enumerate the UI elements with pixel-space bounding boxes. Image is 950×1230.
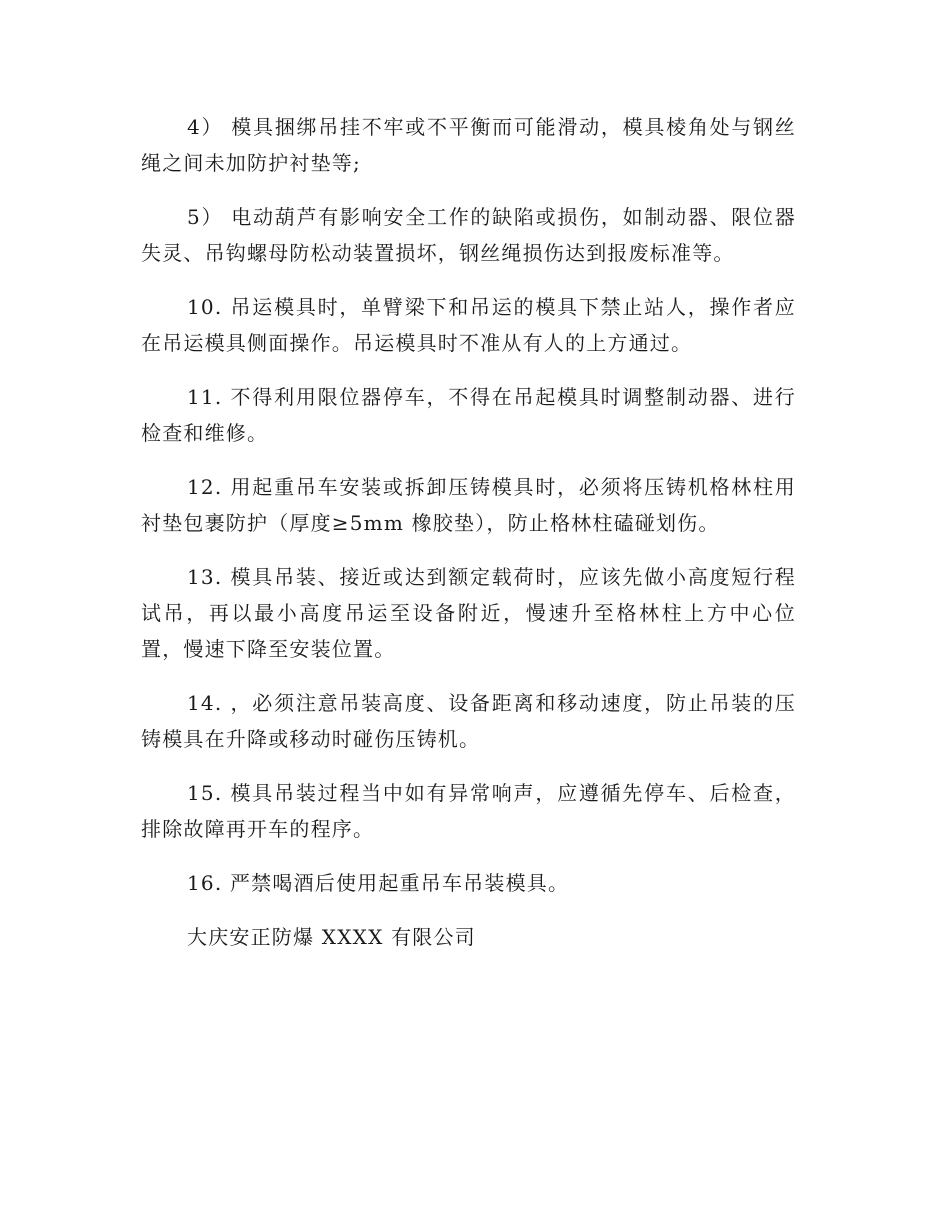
paragraph-item-5: 5） 电动葫芦有影响安全工作的缺陷或损伤，如制动器、限位器失灵、吊钩螺母防松动装置损坏，钢丝绳损伤达到报废标准等。 — [141, 205, 796, 265]
paragraph-rule-11: 11. 不得利用限位器停车，不得在吊起模具时调整制动器、进行检查和维修。 — [141, 385, 796, 445]
paragraph-rule-15: 15. 模具吊装过程当中如有异常响声，应遵循先停车、后检查，排除故障再开车的程序。 — [141, 781, 796, 841]
paragraph-rule-14: 14. ，必须注意吊装高度、设备距离和移动速度，防止吊装的压铸模具在升降或移动时碰伤压铸机。 — [141, 691, 796, 751]
paragraph-item-4: 4） 模具捆绑吊挂不牢或不平衡而可能滑动，模具棱角处与钢丝绳之间未加防护衬垫等; — [141, 115, 796, 175]
paragraph-rule-13: 13. 模具吊装、接近或达到额定载荷时，应该先做小高度短行程试吊，再以最小高度吊运至设备附近，慢速升至格林柱上方中心位置，慢速下降至安装位置。 — [141, 565, 796, 661]
paragraph-rule-10: 10. 吊运模具时，单臂梁下和吊运的模具下禁止站人，操作者应在吊运模具侧面操作。吊运模具时不准从有人的上方通过。 — [141, 295, 796, 355]
company-signature: 大庆安正防爆 XXXX 有限公司 — [187, 925, 476, 949]
document-body — [141, 109, 796, 973]
paragraph-rule-16: 16. 严禁喝酒后使用起重吊车吊装模具。 — [187, 871, 570, 895]
paragraph-rule-12: 12. 用起重吊车安装或拆卸压铸模具时，必须将压铸机格林柱用衬垫包裹防护（厚度≥5mm 橡胶垫），防止格林柱磕碰划伤。 — [141, 475, 796, 535]
